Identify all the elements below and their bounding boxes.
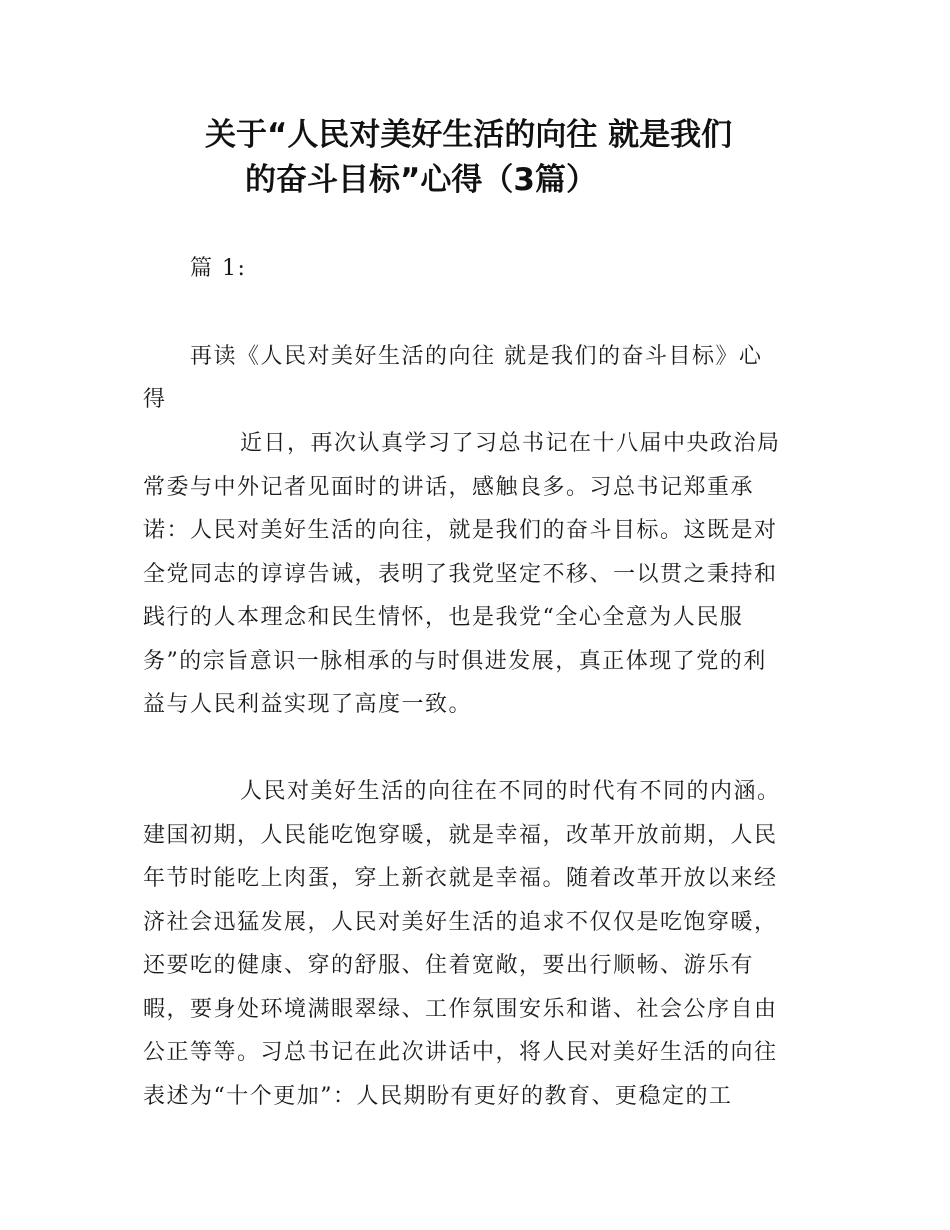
paragraph-1-line: 全党同志的谆谆告诫，表明了我党坚定不移、一以贯之秉持和 <box>143 562 778 587</box>
paragraph-1-line: 近日，再次认真学习了习总书记在十八届中央政治局 <box>240 431 781 456</box>
paragraph-2-line: 人民对美好生活的向往在不同的时代有不同的内涵。 <box>240 779 781 804</box>
paragraph-2-line: 还要吃的健康、穿的舒服、住着宽敞，要出行顺畅、游乐有 <box>143 953 755 978</box>
section-label: 篇 1: <box>190 256 247 281</box>
document-title-line-1: 关于“人民对美好生活的向往 就是我们 <box>205 117 733 153</box>
paragraph-1-line: 益与人民利益实现了高度一致。 <box>143 692 473 717</box>
subtitle-line-1: 再读《人民对美好生活的向往 就是我们的奋斗目标》心 <box>190 344 763 369</box>
paragraph-2-line: 公正等等。习总书记在此次讲话中，将人民对美好生活的向往 <box>143 1040 778 1065</box>
paragraph-1-line: 务”的宗旨意识一脉相承的与时俱进发展，真正体现了党的利 <box>143 649 767 674</box>
subtitle-line-2: 得 <box>143 387 167 412</box>
paragraph-2-line: 济社会迅猛发展，人民对美好生活的追求不仅仅是吃饱穿暖， <box>143 910 778 935</box>
document-title-line-2: 的奋斗目标”心得（3篇） <box>245 162 597 198</box>
paragraph-1-line: 践行的人本理念和民生情怀，也是我党“全心全意为人民服 <box>143 605 744 630</box>
paragraph-2-line: 暇，要身处环境满眼翠绿、工作氛围安乐和谐、社会公序自由 <box>143 997 778 1022</box>
paragraph-2-line: 年节时能吃上肉蛋，穿上新衣就是幸福。随着改革开放以来经 <box>143 866 778 891</box>
paragraph-2-line: 表述为“十个更加”：人民期盼有更好的教育、更稳定的工 <box>143 1084 733 1109</box>
paragraph-1-line: 诺：人民对美好生活的向往，就是我们的奋斗目标。这既是对 <box>143 518 778 543</box>
paragraph-2-line: 建国初期，人民能吃饱穿暖，就是幸福，改革开放前期，人民 <box>143 823 778 848</box>
paragraph-1-line: 常委与中外记者见面时的讲话，感触良多。习总书记郑重承 <box>143 475 755 500</box>
